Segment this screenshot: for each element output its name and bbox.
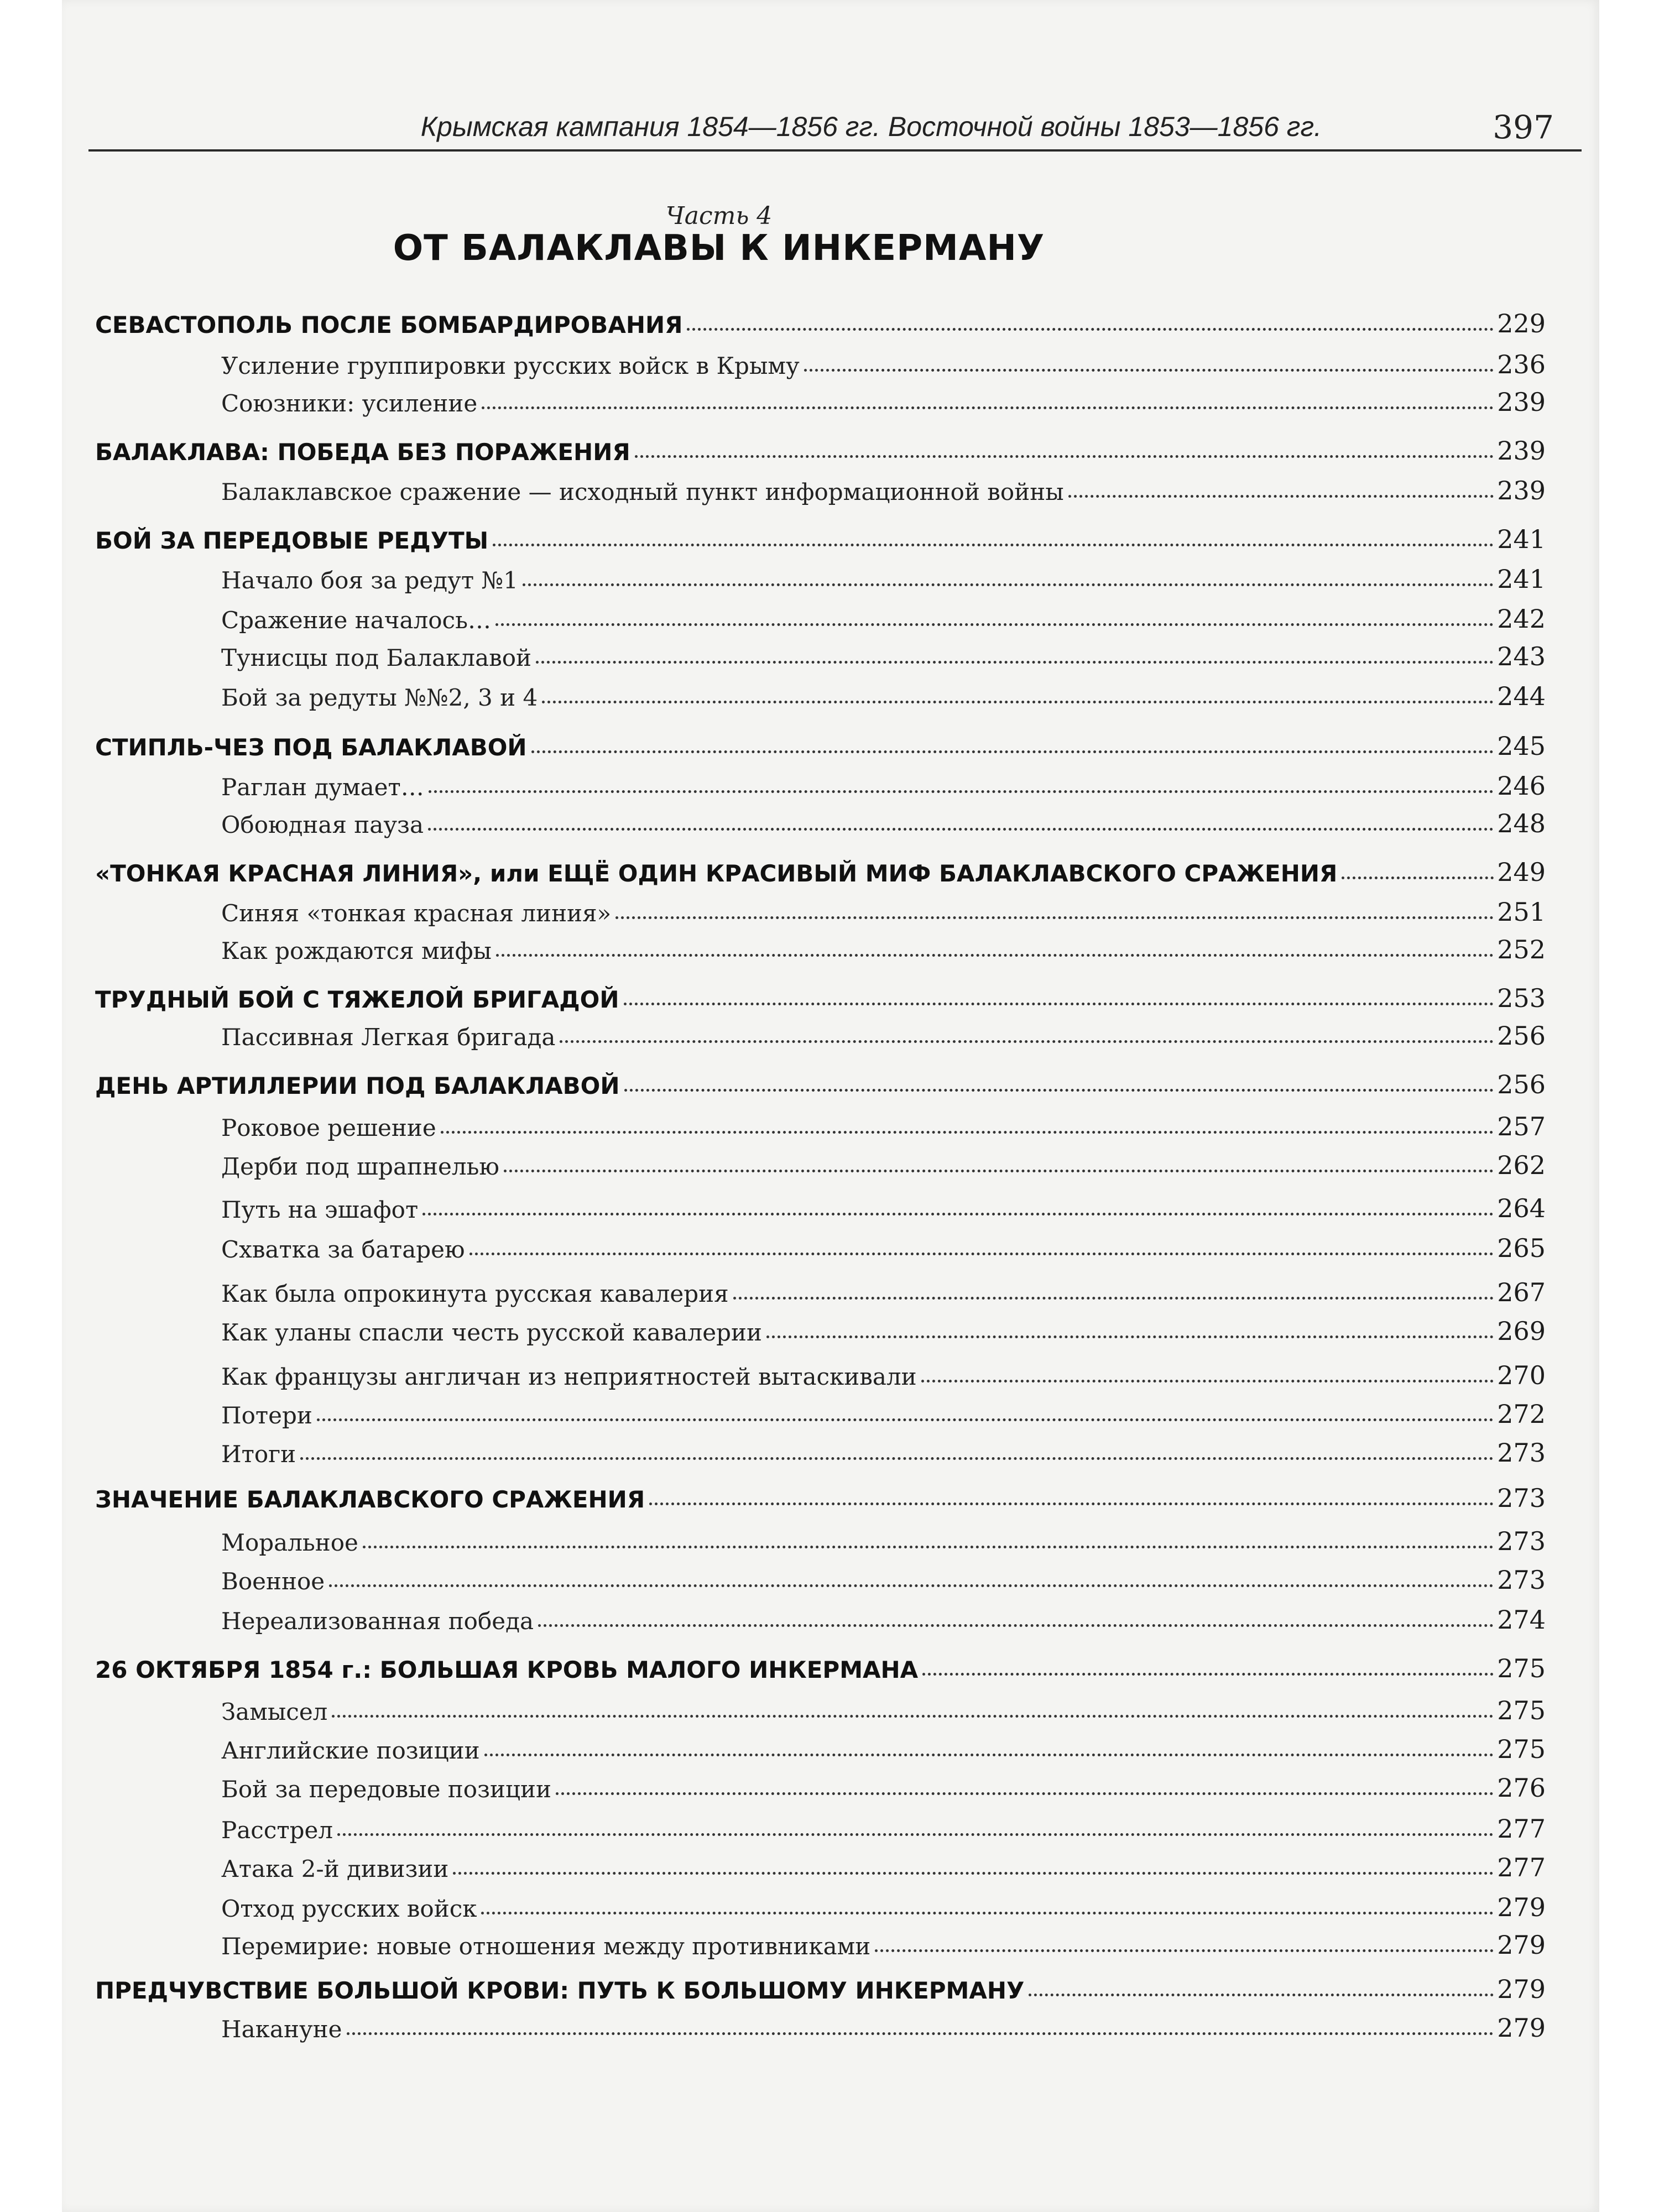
toc-entry-title: ПРЕДЧУВСТВИЕ БОЛЬШОЙ КРОВИ: ПУТЬ К БОЛЬШОМУ ИНКЕРМАНУ [95,1977,1025,2004]
toc-leader-dots [1068,495,1494,498]
toc-leader-dots [624,1089,1494,1092]
toc-entry-title: Английские позиции [221,1737,480,1764]
toc-entry-page: 279 [1497,2013,1546,2043]
toc-entry-page: 229 [1497,309,1546,338]
toc-entry-title: Как рождаются мифы [221,937,492,964]
toc-entry-page: 277 [1497,1853,1546,1882]
toc-section-entry [95,303,1546,338]
toc-entry-page: 273 [1497,1565,1546,1595]
toc-entry-title: Синяя «тонкая красная линия» [221,900,612,927]
toc-leader-dots [733,1297,1494,1300]
toc-entry-title: ДЕНЬ АРТИЛЛЕРИИ ПОД БАЛАКЛАВОЙ [95,1072,620,1099]
toc-leader-dots [496,954,1494,957]
toc-entry-page: 249 [1497,857,1546,887]
toc-entry-title: БАЛАКЛАВА: ПОБЕДА БЕЗ ПОРАЖЕНИЯ [95,439,630,466]
toc-entry-title: Расстрел [221,1817,333,1844]
toc-entry-title: БОЙ ЗА ПЕРЕДОВЫЕ РЕДУТЫ [95,527,489,554]
toc-subsection-entry [221,1145,1546,1180]
toc-entry-title: ЗНАЧЕНИЕ БАЛАКЛАВСКОГО СРАЖЕНИЯ [95,1486,645,1513]
toc-section-entry [95,1648,1546,1683]
toc-leader-dots [482,406,1494,409]
toc-subsection-entry [221,1272,1546,1307]
toc-leader-dots [317,1418,1494,1421]
toc-entry-page: 267 [1497,1277,1546,1307]
toc-entry-page: 256 [1497,1070,1546,1099]
toc-section-entry [95,1478,1546,1513]
toc-entry-page: 274 [1497,1605,1546,1635]
toc-entry-page: 239 [1497,387,1546,417]
toc-leader-dots [536,661,1494,664]
toc-leader-dots [531,750,1494,753]
toc-entry-page: 251 [1497,897,1546,927]
toc-subsection-entry [221,1106,1546,1141]
toc-entry-page: 279 [1497,1930,1546,1960]
toc-leader-dots [332,1715,1494,1718]
toc-leader-dots [329,1584,1494,1587]
toc-leader-dots [441,1131,1494,1134]
toc-subsection-entry [221,1355,1546,1390]
toc-leader-dots [538,1624,1494,1627]
toc-entry-page: 272 [1497,1399,1546,1429]
toc-entry-page: 239 [1497,436,1546,466]
toc-subsection-entry [221,1599,1546,1635]
toc-subsection-entry [221,803,1546,838]
toc-entry-title: Тунисцы под Балаклавой [221,644,532,671]
toc-leader-dots [560,1040,1494,1043]
toc-entry-title: Роковое решение [221,1114,436,1141]
toc-entry-title: Сражение началось… [221,607,491,634]
toc-section-entry [95,430,1546,466]
toc-entry-page: 270 [1497,1360,1546,1390]
toc-entry-page: 243 [1497,641,1546,671]
toc-entry-title: Союзники: усиление [221,390,478,417]
toc-subsection-entry [221,2007,1546,2043]
toc-entry-page: 245 [1497,731,1546,761]
toc-entry-title: Потери [221,1402,312,1429]
toc-entry-title: Военное [221,1568,325,1595]
toc-subsection-entry [221,1767,1546,1803]
toc-entry-title: ТРУДНЫЙ БОЙ С ТЯЖЕЛОЙ БРИГАДОЙ [95,986,619,1013]
toc-section-entry [95,852,1546,887]
toc-subsection-entry [221,676,1546,711]
toc-subsection-entry [221,1559,1546,1595]
toc-leader-dots [804,369,1494,372]
toc-subsection-entry [221,891,1546,927]
toc-leader-dots [922,1673,1494,1676]
toc-section-entry [95,726,1546,761]
part-label: Часть 4 [665,202,773,230]
toc-entry-page: 256 [1497,1021,1546,1051]
toc-leader-dots [363,1546,1494,1548]
toc-entry-title: Отход русских войск [221,1895,477,1922]
toc-subsection-entry [221,1311,1546,1346]
toc-entry-page: 277 [1497,1814,1546,1844]
toc-subsection-entry [221,344,1546,379]
toc-subsection-entry [221,1521,1546,1556]
toc-entry-title: Усиление группировки русских войск в Крыму [221,352,800,379]
toc-leader-dots [428,828,1494,831]
toc-entry-page: 248 [1497,808,1546,838]
toc-subsection-entry [221,929,1546,964]
running-title: Крымская кампания 1854—1856 гг. Восточной войны 1853—1856 гг. [420,111,1322,142]
toc-leader-dots [766,1335,1494,1338]
toc-entry-page: 275 [1497,1653,1546,1683]
toc-subsection-entry [221,1690,1546,1725]
toc-leader-dots [687,328,1494,331]
toc-leader-dots [481,1912,1494,1914]
toc-entry-title: Балаклавское сражение — исходный пункт информационной войны [221,478,1064,505]
toc-subsection-entry [221,1847,1546,1882]
toc-leader-dots [429,790,1494,793]
toc-entry-title: Обоюдная пауза [221,811,424,838]
toc-entry-title: 26 ОКТЯБРЯ 1854 г.: БОЛЬШАЯ КРОВЬ МАЛОГО ИНКЕРМАНА [95,1656,919,1683]
toc-entry-title: Дерби под шрапнелью [221,1153,499,1180]
toc-subsection-entry [221,1924,1546,1960]
toc-section-entry [95,978,1546,1013]
toc-subsection-entry [221,1887,1546,1922]
toc-entry-title: Как французы англичан из неприятностей вытаскивали [221,1363,917,1390]
toc-section-entry [95,519,1546,554]
toc-entry-page: 275 [1497,1695,1546,1725]
toc-entry-title: Перемирие: новые отношения между противниками [221,1933,871,1960]
toc-entry-page: 269 [1497,1316,1546,1346]
toc-leader-dots [649,1503,1494,1505]
toc-subsection-entry [221,1394,1546,1429]
toc-leader-dots [556,1792,1494,1795]
toc-section-entry [95,1064,1546,1099]
toc-leader-dots [300,1457,1494,1460]
toc-entry-title: Схватка за батарею [221,1236,465,1263]
toc-entry-page: 276 [1497,1773,1546,1803]
toc-entry-page: 273 [1497,1438,1546,1468]
toc-leader-dots [875,1949,1494,1952]
toc-subsection-entry [221,1808,1546,1844]
toc-entry-page: 239 [1497,476,1546,505]
toc-subsection-entry [221,1015,1546,1051]
toc-leader-dots [493,544,1494,546]
toc-entry-title: Бой за передовые позиции [221,1776,551,1803]
toc-subsection-entry [221,1188,1546,1223]
toc-subsection-entry [221,1228,1546,1263]
toc-leader-dots [453,1872,1494,1875]
toc-subsection-entry [221,765,1546,801]
toc-leader-dots [523,583,1494,586]
page-number: 397 [1493,108,1554,146]
toc-entry-page: 275 [1497,1734,1546,1764]
toc-entry-title: Итоги [221,1441,296,1468]
toc-subsection-entry [221,598,1546,634]
toc-subsection-entry [221,1729,1546,1764]
toc-leader-dots [484,1754,1494,1756]
toc-entry-page: 279 [1497,1974,1546,2004]
toc-entry-title: Замысел [221,1698,328,1725]
toc-entry-title: Накануне [221,2016,342,2043]
toc-entry-title: Бой за редуты №№2, 3 и 4 [221,684,538,711]
toc-entry-title: Моральное [221,1529,358,1556]
toc-entry-page: 262 [1497,1150,1546,1180]
toc-leader-dots [542,701,1494,703]
toc-entry-page: 279 [1497,1892,1546,1922]
toc-entry-title: Как была опрокинута русская кавалерия [221,1280,729,1307]
toc-entry-title: «ТОНКАЯ КРАСНАЯ ЛИНИЯ», или ЕЩЁ ОДИН КРАСИВЫЙ МИФ БАЛАКЛАВСКОГО СРАЖЕНИЯ [95,860,1338,887]
toc-entry-page: 236 [1497,349,1546,379]
toc-entry-page: 246 [1497,771,1546,801]
toc-entry-title: Атака 2-й дивизии [221,1855,449,1882]
toc-subsection-entry [221,1432,1546,1468]
toc-entry-page: 265 [1497,1233,1546,1263]
toc-entry-title: Как уланы спасли честь русской кавалерии [221,1319,762,1346]
toc-leader-dots [337,1833,1494,1836]
toc-leader-dots [1342,877,1494,879]
part-title: ОТ БАЛАКЛАВЫ К ИНКЕРМАНУ [393,228,1045,269]
toc-entry-title: Начало боя за редут №1 [221,567,518,594]
toc-subsection-entry [221,382,1546,417]
toc-leader-dots [347,2032,1494,2035]
toc-entry-page: 257 [1497,1112,1546,1141]
toc-entry-title: СТИПЛЬ-ЧЕЗ ПОД БАЛАКЛАВОЙ [95,734,527,761]
toc-entry-page: 252 [1497,935,1546,964]
toc-leader-dots [422,1213,1494,1215]
toc-entry-page: 241 [1497,524,1546,554]
toc-leader-dots [1029,1994,1494,1996]
toc-leader-dots [615,916,1494,919]
toc-entry-page: 244 [1497,681,1546,711]
toc-entry-page: 241 [1497,564,1546,594]
toc-entry-page: 273 [1497,1526,1546,1556]
toc-entry-page: 273 [1497,1483,1546,1513]
toc-entry-page: 264 [1497,1193,1546,1223]
toc-leader-dots [495,623,1494,626]
toc-entry-title: Путь на эшафот [221,1196,419,1223]
toc-subsection-entry [221,559,1546,594]
toc-leader-dots [504,1170,1494,1172]
toc-entry-title: СЕВАСТОПОЛЬ ПОСЛЕ БОМБАРДИРОВАНИЯ [95,311,683,338]
toc-entry-page: 242 [1497,604,1546,634]
toc-subsection-entry [221,636,1546,671]
toc-subsection-entry [221,470,1546,505]
toc-leader-dots [635,455,1494,458]
toc-entry-title: Нереализованная победа [221,1608,534,1635]
toc-entry-title: Раглан думает… [221,774,424,801]
toc-leader-dots [469,1253,1494,1255]
toc-leader-dots [624,1003,1494,1005]
toc-section-entry [95,1969,1546,2004]
toc-entry-title: Пассивная Легкая бригада [221,1024,556,1051]
toc-entry-page: 253 [1497,983,1546,1013]
toc-leader-dots [921,1380,1494,1383]
